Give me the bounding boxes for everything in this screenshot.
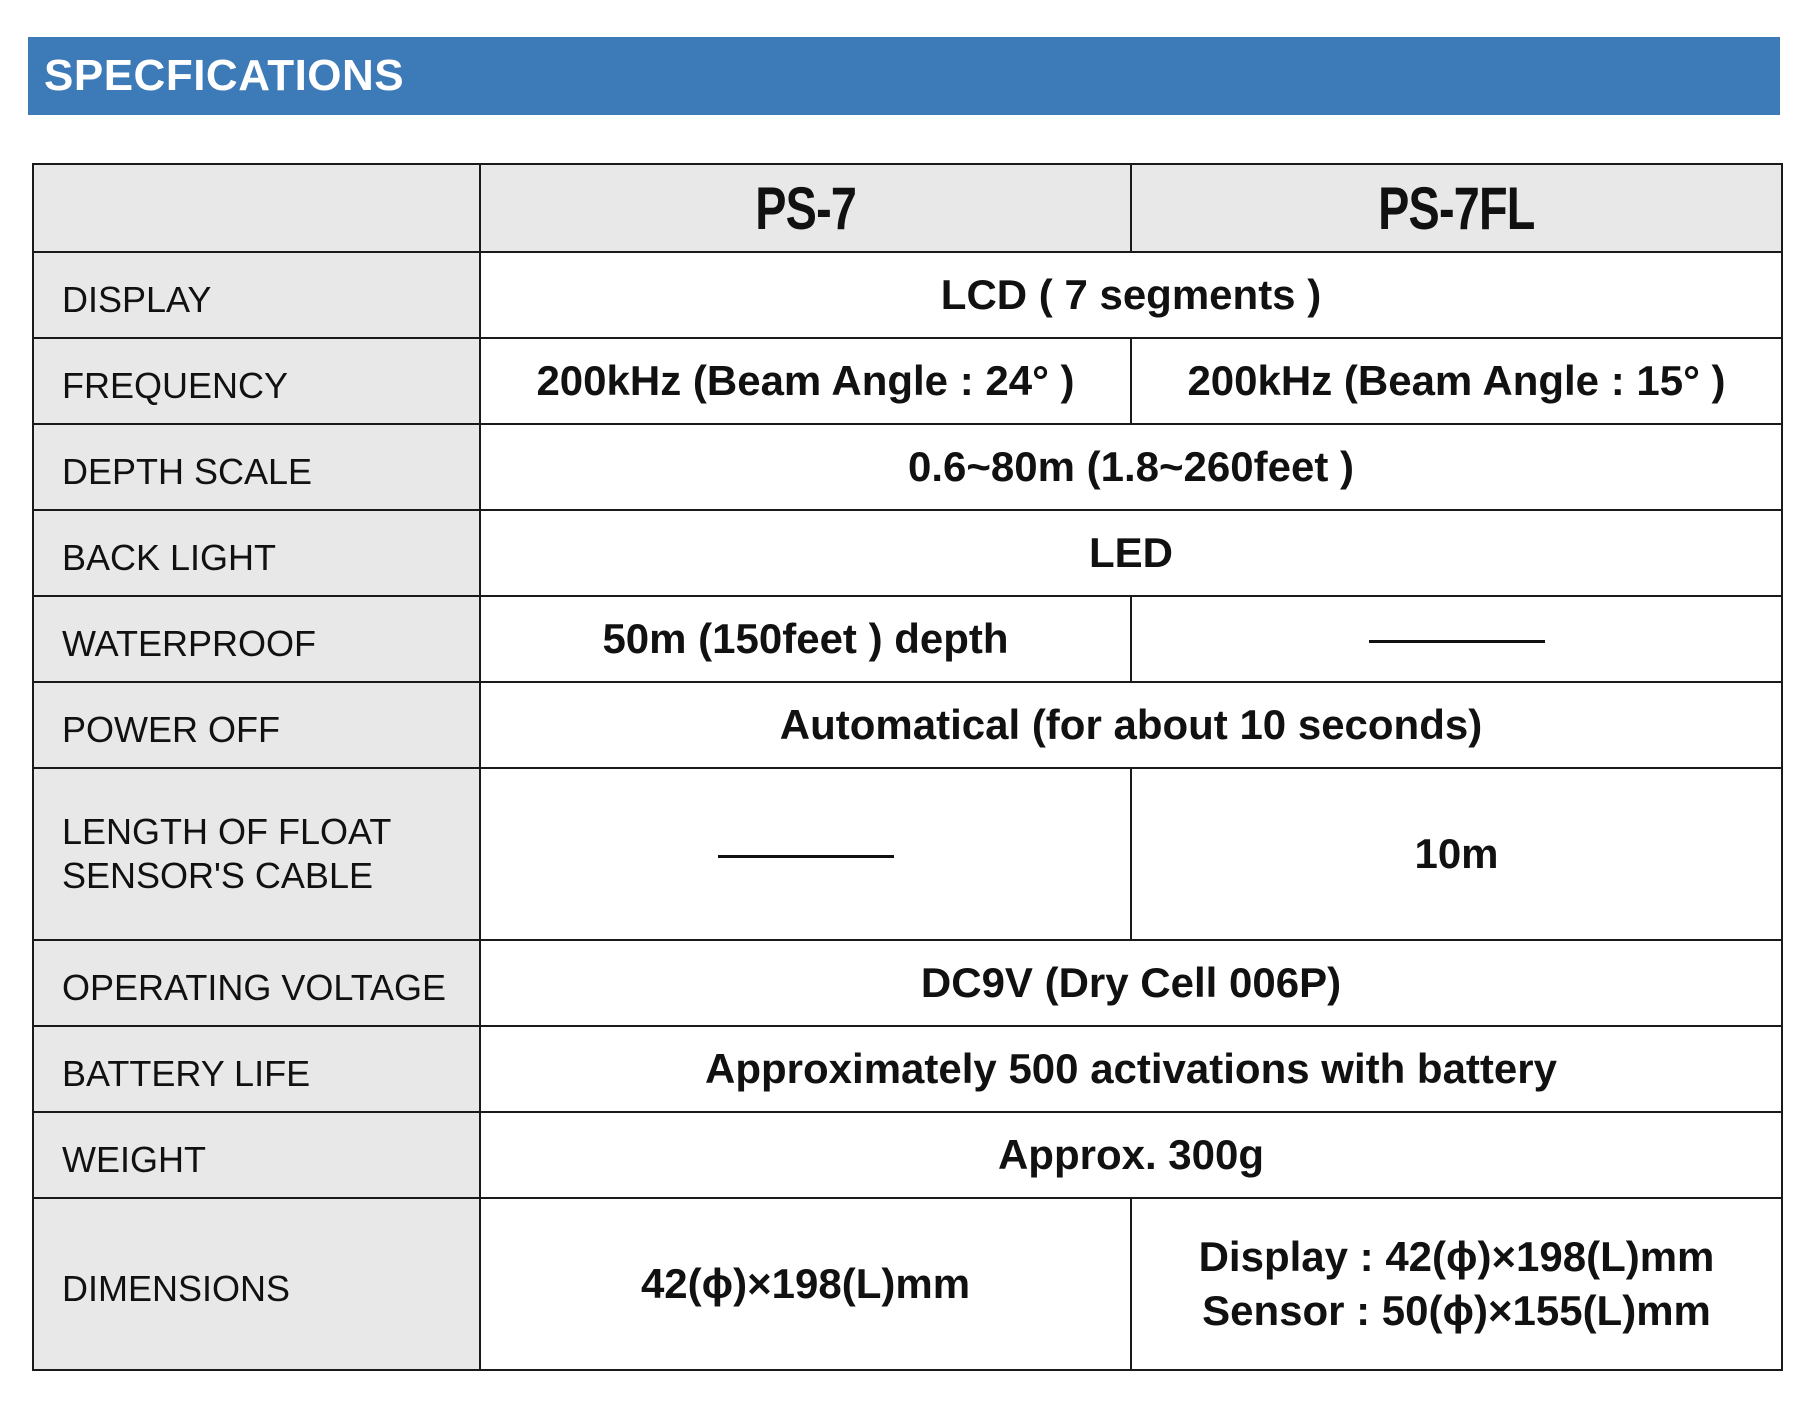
value-shared: Automatical (for about 10 seconds) [480,682,1782,768]
specifications-table [32,163,1783,1371]
table-row-power-off [33,682,1782,768]
row-label: DIMENSIONS [33,1198,480,1370]
column-header-ps7fl: PS-7FL [1131,164,1782,252]
value-shared: Approximately 500 activations with battery [480,1026,1782,1112]
table-row-dimensions [33,1198,1782,1370]
dash-line [718,855,894,858]
value-shared: LED [480,510,1782,596]
value-shared: LCD ( 7 segments ) [480,252,1782,338]
row-label: BACK LIGHT [33,510,480,596]
section-header-banner [28,37,1780,115]
row-label: WATERPROOF [33,596,480,682]
value-ps7: 200kHz (Beam Angle : 24° ) [480,338,1131,424]
table-row-waterproof [33,596,1782,682]
table-row-back-light [33,510,1782,596]
value-ps7: 42(ϕ)×198(L)mm [480,1198,1131,1370]
row-label: DEPTH SCALE [33,424,480,510]
row-label-line1: LENGTH OF FLOAT [62,811,392,852]
table-header-row [33,164,1782,252]
table-row-cable-length [33,768,1782,940]
dash-line [1369,640,1545,643]
value-shared: Approx. 300g [480,1112,1782,1198]
value-ps7-not-applicable [480,768,1131,940]
table-row-display [33,252,1782,338]
section-title: SPECFICATIONS [44,51,405,100]
row-label: WEIGHT [33,1112,480,1198]
row-label: BATTERY LIFE [33,1026,480,1112]
value-shared: 0.6~80m (1.8~260feet ) [480,424,1782,510]
value-ps7fl [1131,1198,1782,1370]
value-ps7fl-line2: Sensor : 50(ϕ)×155(L)mm [1202,1287,1711,1334]
row-label: OPERATING VOLTAGE [33,940,480,1026]
table-row-battery-life [33,1026,1782,1112]
row-label: DISPLAY [33,252,480,338]
value-ps7fl: 200kHz (Beam Angle : 15° ) [1131,338,1782,424]
header-empty-cell [33,164,480,252]
value-ps7fl-not-applicable [1131,596,1782,682]
row-label: FREQUENCY [33,338,480,424]
row-label: POWER OFF [33,682,480,768]
table-row-weight [33,1112,1782,1198]
value-shared: DC9V (Dry Cell 006P) [480,940,1782,1026]
column-header-ps7: PS-7 [480,164,1131,252]
table-row-operating-voltage [33,940,1782,1026]
value-ps7fl: 10m [1131,768,1782,940]
row-label-line2: SENSOR'S CABLE [62,855,373,896]
table-row-frequency [33,338,1782,424]
value-ps7: 50m (150feet ) depth [480,596,1131,682]
value-ps7fl-line1: Display : 42(ϕ)×198(L)mm [1198,1233,1715,1280]
table-row-depth-scale [33,424,1782,510]
row-label [33,768,480,940]
